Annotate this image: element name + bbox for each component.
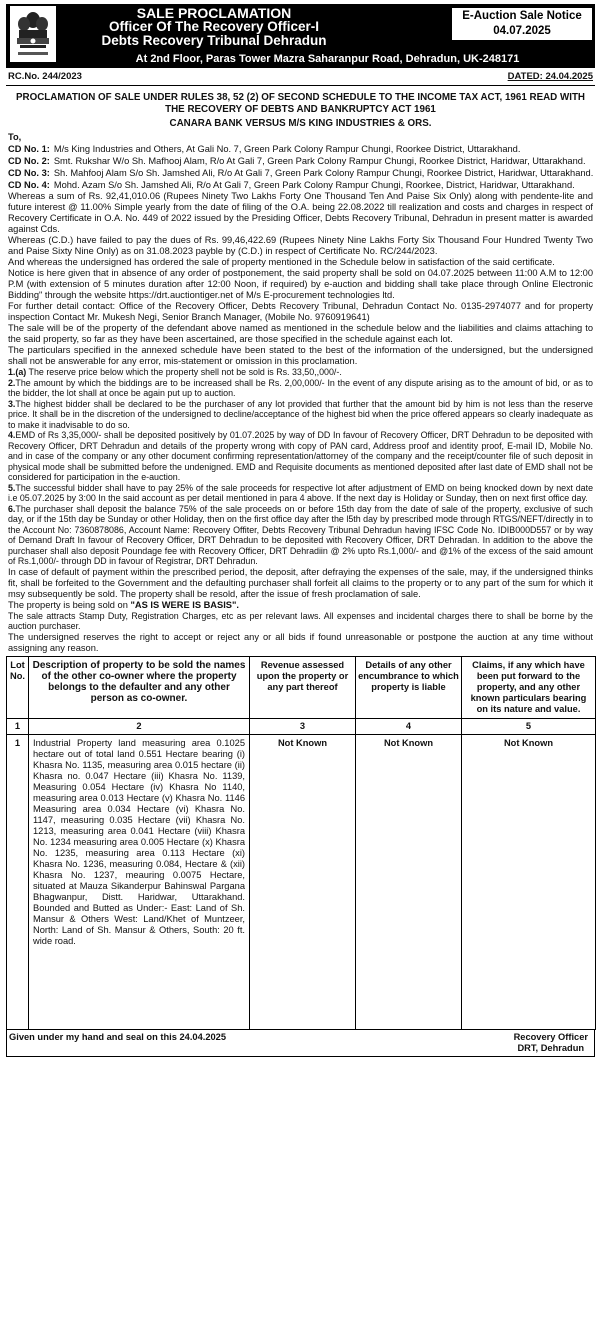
contact-paragraph: For further detail contact: Office of the Recovery Officer, Debts Recovery Tribunal, Dehradun Contact No. 0135-2974077 and for property inspection Contact Mr. Mukesh Negi, Senior Branch Manager, (Mobile No. 9760919641) [8,301,593,322]
reference-line [6,68,595,86]
cd-entry [6,180,595,191]
e-auction-notice-box [451,7,593,41]
claims-value: Not Known [462,734,596,1029]
column-number: 4 [356,718,462,734]
table-header-row [7,656,596,718]
cd-label: CD No. 3: [8,168,50,178]
to-label: To, [8,132,22,142]
stamp-duty-paragraph: The sale attracts Stamp Duty, Registration Charges, etc as per relevant laws. All expenses and incidental charges there to shall be borne by the auction purchaser. [8,610,593,631]
terms-section [8,367,593,567]
header-banner [6,4,595,68]
proclamation-title: PROCLAMATION OF SALE UNDER RULES 38, 52 (2) OF SECOND SCHEDULE TO THE INCOME TAX ACT, 1961 READ WITH THE RECOVERY OF DEBTS AND BANKRUPTCY ACT 1961 [16,92,585,115]
cd-text: Smt. Rukshar W/o Sh. Mafhooj Alam, R/o At Gali 7, Green Park Colony Rampur Chungi, Roorkee District, Haridwar, Uttarakhand. [53,156,586,166]
term-text: The purchaser shall deposit the balance 75% of the sale proceeds on or before 15th day from the date of sale of the property, exclusive of such day, or if the 15th day be Sunday or other Holiday, then on the first office day after the l5th day by prescribed mode through RTGS/NEFT/directly in to the Account No: 7360878086, Account Name: Recovery Offiter, Debts Recovery Tribunal Dehradun having IFSC Code No. IDIB000D557 or by way of Demand Draft In favour of Recovery Officer, DRT Dehradun to be deposited with Recovery Officer, DRT Dehradan. In addition to the above the purchaser shall also deposit Poundage fee with Recovery Officer, DRT Dehradiin @ 2% upto Rs.1,000/- and @1% of the excess of the said amount of Rs.1,000/- through DD in favour of Registrar, DRT Dehradun. [8,503,593,566]
term-text: The highest bidder shall be declared to be the purchaser of any lot provided that further that the amount bid by him is not less than the reserve price. It shall be in the discretion of the undersigned to decline/acceptance of the highest bid when the price offered appears so clearly inadequate as to make it inadvisable to do so. [8,398,593,430]
column-number: 1 [7,718,29,734]
revenue-value: Not Known [250,734,356,1029]
proclamation-heading: SALE PROCLAMATION [136,5,292,21]
term-reserve-price [8,367,593,378]
lot-number: 1 [7,734,29,1029]
cd-entry [6,144,595,155]
term-number: 5. [8,482,16,493]
encumbrance-value: Not Known [356,734,462,1029]
column-number: 3 [250,718,356,734]
proclamation-body [6,191,595,654]
footer [6,1030,595,1057]
particulars-paragraph: The particulars specified in the annexed schedule have been stated to the best of the information of the undersigned, but the undersigned shall not be answerable for any error, mis-statement or omission in this proclamation. [8,345,593,366]
case-title: CANARA BANK VERSUS M/S KING INDUSTRIES & ORS. [169,118,432,129]
officer-heading: Officer Of The Recovery Officer-I [108,19,320,34]
dated: DATED: 24.04.2025 [507,71,593,82]
cd-label: CD No. 2: [8,156,50,166]
term-number: 3. [8,398,16,409]
term-number: 2. [8,377,16,388]
property-schedule-table [6,656,596,1030]
as-is-prefix: The property is being sold on [8,599,131,610]
tribunal-heading: Debts Recovery Tribunal Dehradun [101,33,327,48]
header-lot-no: Lot No. [7,656,29,718]
state-emblem-icon [10,6,56,62]
header-revenue: Revenue assessed upon the property or any part thereof [250,656,356,718]
sale-proclamation [6,4,595,1057]
term-text: The amount by which the biddings are to be increased shall be Rs. 2,00,000/- In the event of any dispute arising as to the amount of bid, or as to the bidder, the lot shall at once be again put up to auction. [8,377,593,398]
cd-text: Sh. Mahfooj Alam S/o Sh. Jamshed Ali, R/o At Gali 7, Green Park Colony Rampur Chungi, Roorkee District, Haridwar, Uttarakhand. [53,168,594,178]
auction-notice-paragraph: Notice is here given that in absence of any order of postponement, the said property shall be sold on 04.07.2025 between 11:00 A.M to 12:00 P.M (with extension of 5 minutes duration after 12:00 Noon, if required) by e-auction and bidding shall take place through Online Electronic Bidding" through the website https://drt.auctiontiger.net of M/s E-procurement technologies ltd. [8,268,593,300]
column-number: 2 [29,718,250,734]
reserves-right-paragraph: The undersigned reserves the right to accept or reject any or all bids if found unreasonable or postpone the auction at any time without assigning any reason. [8,631,593,653]
notice-title: E-Auction Sale Notice [462,10,582,22]
header-encumbrance: Details of any other encumbrance to which property is liable [356,656,462,718]
term-number: 1.(a) [8,367,27,377]
signatory-place: DRT, Dehradun [517,1042,585,1053]
term-text: The reserve price below which the property shell not be sold is Rs. 33,50,,000/-. [26,367,342,377]
header-description: Description of property to be sold the names of the other co-owner where the property belongs to the defaulter and any other person as co-owner. [29,656,250,718]
cd-entry [6,156,595,167]
signature-block [514,1032,588,1054]
term-number: 6. [8,503,16,514]
cd-label: CD No. 1: [8,144,50,154]
property-description: Industrial Property land measuring area 0.1025 hectare out of total land 0.551 Hectare bearing (i) Khasra No. 1135, measuring area 0.015 hectare (ii) Khasra no. 0.047 Hectare (iii) Khasra No. 1139, Measuring 0.054 Hectare (iv) Khasra No 1140, measuring area 0.013 Hectare (v) Khasra No. 1146 Measuring area 0.034 Hectare (vi) Khasra No. 1147, measuring 0.035 Hectare (vii) Khasra No. 1213, measuring area 0.041 Hectare (viii) Khasra No. 1234 measuring area 0.005 Hectare (x) Khasra No. 1235, measuring area 0.113 Hectare (xi) Khasra No. 1236, measuring 0.084, Hectare & (xii) Khasra No. 1237, meauring 0.0075 Hectare, situated at Mauza Sikanderpur Bahinswal Pargana Bhagwanpur, Distt. Haridwar, Uttarakhand. Bounded and Butted as Under:- East: Land of Sh. Mansur & Others West: Land/Khet of Muntzeer, North: Land of Sh. Mansur & Others, South: 20 ft. wide road. [29,734,250,1029]
cd-label: CD No. 4: [8,180,50,190]
column-number: 5 [462,718,596,734]
term-text: The successful bidder shall have to pay 25% of the sale proceeds for respective lot after adjustment of EMD on being knocked down by next date i.e 05.07.2025 by 3:00 In the said account as per detail mentioned in para 4 above. If the next day is Holiday or Sunday, then on next first office day. [8,482,593,503]
term-successful-bidder [8,483,593,504]
tribunal-address: At 2nd Floor, Paras Tower Mazra Saharanpur Road, Dehradun, UK-248171 [135,53,520,65]
table-row [7,734,596,1029]
header-title-block [64,6,364,48]
term-emd [8,430,593,483]
dues-paragraph: Whereas a sum of Rs. 92,41,010.06 (Rupees Ninety Two Lakhs Forty One Thousand Ten And Paise Six Only) along with pendente-lite and future interest @ 11.00% Simple yearly from the date of filing of the O.A. being 22.08.2022 till realization and costs and charges in respect of Recovery Certificate in O.A. No. 449 of 2022 issued by the Presiding Officer, Debts Recovery Tribunal, Dehradun in present matter is awarded against Cds. [8,191,593,234]
term-highest-bidder [8,399,593,431]
rc-number: RC.No. 244/2023 [8,71,82,82]
cd-entry [6,168,595,179]
as-is-paragraph [8,600,593,611]
term-text: EMD of Rs 3,35,000/- shall be deposited positively by 01.07.2025 by way of DD In favour of Recovery Officer, DRT Dehradun to be deposited with Recovery Officer, DRT Dehradun and details of the property wrong with copy of PAN card, Address proof and identity proof, E-mail ID, Mobile No. and in case of the company or any other document confirming representation/attorney of the company and the receipt/counter file of such deposit in physical mode shall be submitted before the undenigned. EMD and Requisite documents as mentioned deposited after last date of EMD shall not be considered for participation in the e-auction. [8,430,593,482]
cd-text: M/s King Industries and Others, At Gali No. 7, Green Park Colony Rampur Chungi, Roorkee District, Uttarakhand. [53,144,521,154]
column-number-row [7,718,596,734]
default-paragraph: Whereas (C.D.) have failed to pay the dues of Rs. 99,46,422.69 (Rupees Ninety Nine Lakhs Forty Six Thousand Four Hundred Twenty Two and Paise Sixty Nine Only) as on 31.08.2023 payble by (C.D.) in respect of Certificate No. RC/244/2023. [8,235,593,256]
term-balance-payment [8,504,593,567]
term-number: 4. [8,430,16,440]
liabilities-paragraph: The sale will be of the property of the defendant above named as mentioned in the schedule below and the liabilities and claims attaching to the said property, so far as they have been ascertained, are those specified in the schedule against each lot. [8,323,593,344]
term-bid-increment [8,378,593,399]
sale-order-paragraph: And whereas the undersigned has ordered the sale of property mentioned in the Schedule below in satisfaction of the said certificate. [8,257,555,267]
signatory-title: Recovery Officer [513,1031,588,1042]
header-claims: Claims, if any which have been put forward to the property, and any other known particulars bearing on its nature and value. [462,656,596,718]
given-under-hand: Given under my hand and seal on this 24.04.2025 [9,1031,227,1042]
default-forfeit-paragraph: In case of default of payment within the prescribed period, the deposit, after defraying the expenses of the sale, may, if the undersigned thinks fit, shall be forfeited to the Government and the defaulting purchaser shall forfeit all claims to the property or to any part of the sum for which it msy subsequently be sold. The property shall be resold, after the issue of fresh proclamation of sale. [8,566,593,599]
as-is-basis: "AS IS WERE IS BASIS". [130,599,240,610]
notice-date: 04.07.2025 [493,25,551,37]
cd-text: Mohd. Azam S/o Sh. Jamshed Ali, R/o At Gali 7, Green Park Colony Rampur Chungi, Roorkee, District, Haridwar, Uttarakhand. [53,180,575,190]
